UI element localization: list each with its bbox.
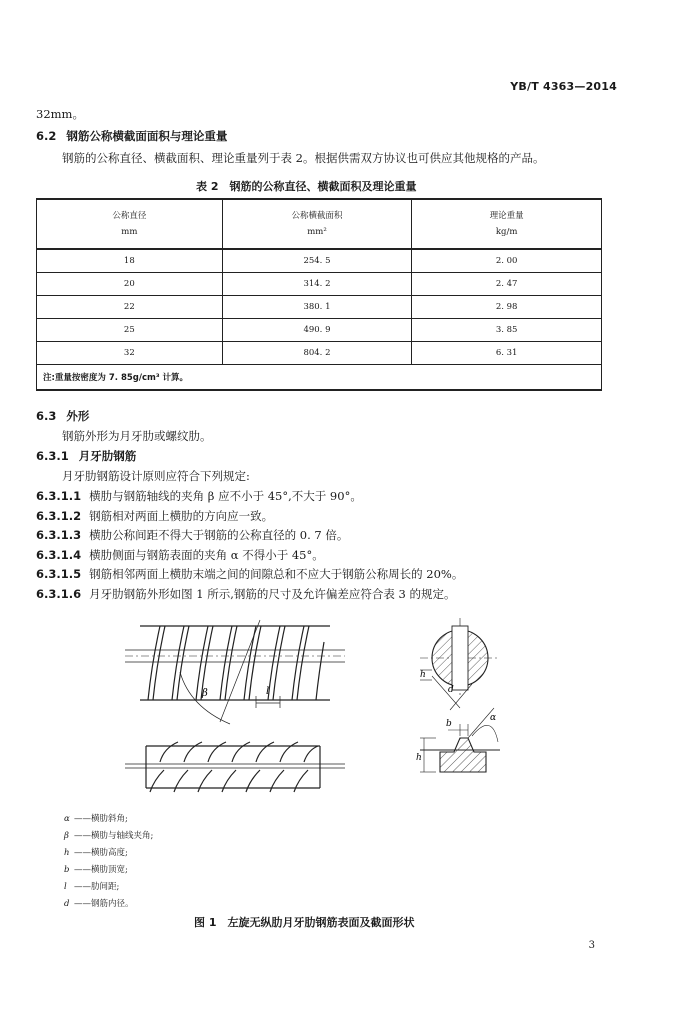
legend-item xyxy=(64,846,153,858)
section-6-2-paragraph: 钢筋的公称直径、横截面积、理论重量列于表 2。根据供需双方协议也可供应其他规格的产品。 xyxy=(62,151,545,165)
section-number: 6.3 xyxy=(36,409,57,423)
legend-text: ——钢筋内径。 xyxy=(74,899,134,909)
rule-text: 横肋侧面与钢筋表面的夹角 α 不得小于 45°。 xyxy=(89,548,324,562)
label-h-section: h xyxy=(420,670,426,680)
header-cell xyxy=(412,199,602,249)
standard-code: YB/T 4363—2014 xyxy=(510,80,617,93)
table-cell: 2. 47 xyxy=(412,273,602,296)
cross-section xyxy=(420,618,500,710)
table-2-caption: 表 2 钢筋的公称直径、横截面积及理论重量 xyxy=(196,180,417,193)
rule-number: 6.3.1.3 xyxy=(36,528,82,542)
rule-number: 6.3.1.5 xyxy=(36,567,82,581)
label-b: b xyxy=(446,719,452,729)
section-title: 钢筋公称横截面面积与理论重量 xyxy=(66,129,228,143)
table-row xyxy=(37,273,602,296)
table-cell: 2. 00 xyxy=(412,249,602,273)
page-number: 3 xyxy=(588,940,595,951)
table-2 xyxy=(36,198,602,391)
rebar-side-view-bottom xyxy=(125,742,345,792)
rule-text: 钢筋相邻两面上横肋末端之间的间隙总和不应大于钢筋公称周长的 20%。 xyxy=(89,567,464,581)
rule-6-3-1-2 xyxy=(36,508,273,524)
table-row xyxy=(37,342,602,365)
rebar-side-view-top xyxy=(125,620,345,724)
table-row xyxy=(37,319,602,342)
legend-symbol: l xyxy=(64,882,67,892)
label-l: l xyxy=(266,686,270,697)
rule-number: 6.3.1.4 xyxy=(36,548,82,562)
legend-item xyxy=(64,812,153,824)
rule-text: 横肋与钢筋轴线的夹角 β 应不小于 45°,不大于 90°。 xyxy=(89,489,362,503)
legend-text: ——横肋高度; xyxy=(74,848,128,858)
section-6-3-1-heading xyxy=(36,448,136,464)
rib-profile-detail xyxy=(420,708,500,772)
legend-text: ——横肋顶宽; xyxy=(74,865,128,875)
table-cell: 3. 85 xyxy=(412,319,602,342)
table-row xyxy=(37,249,602,273)
table-cell: 20 xyxy=(37,273,223,296)
label-h-profile: h xyxy=(416,753,422,763)
table-cell: 18 xyxy=(37,249,223,273)
label-d: d xyxy=(448,685,454,695)
header-unit: mm² xyxy=(307,227,327,237)
legend-symbol: d xyxy=(64,899,70,909)
table-cell: 25 xyxy=(37,319,223,342)
section-number: 6.3.1 xyxy=(36,449,69,463)
rule-number: 6.3.1.2 xyxy=(36,509,82,523)
legend-text: ——肋间距; xyxy=(74,882,120,892)
legend-text: ——横肋与轴线夹角; xyxy=(74,831,154,841)
section-6-3-1-paragraph: 月牙肋钢筋设计原则应符合下列规定: xyxy=(62,469,250,483)
rule-text: 横肋公称间距不得大于钢筋的公称直径的 0. 7 倍。 xyxy=(89,528,349,542)
rule-6-3-1-1 xyxy=(36,488,362,504)
section-6-3-heading xyxy=(36,408,89,424)
legend-item xyxy=(64,829,153,841)
figure-1-caption: 图 1 左旋无纵肋月牙肋钢筋表面及截面形状 xyxy=(194,916,415,929)
table-cell: 22 xyxy=(37,296,223,319)
table-cell: 6. 31 xyxy=(412,342,602,365)
legend-item xyxy=(64,880,153,892)
table-cell: 314. 2 xyxy=(222,273,412,296)
legend-symbol: β xyxy=(64,831,69,841)
section-6-2-heading xyxy=(36,128,227,144)
header-name: 公称直径 xyxy=(112,211,147,221)
legend-symbol: α xyxy=(64,814,70,824)
figure-legend xyxy=(64,812,153,909)
label-beta: β xyxy=(202,688,208,699)
section-6-3-paragraph: 钢筋外形为月牙肋或螺纹肋。 xyxy=(62,429,212,443)
rule-text: 钢筋相对两面上横肋的方向应一致。 xyxy=(89,509,274,523)
table-cell: 2. 98 xyxy=(412,296,602,319)
legend-symbol: b xyxy=(64,865,70,875)
section-title: 外形 xyxy=(66,409,90,423)
header-name: 公称横截面积 xyxy=(291,211,343,221)
header-cell xyxy=(37,199,223,249)
table-cell: 254. 5 xyxy=(222,249,412,273)
rule-6-3-1-4 xyxy=(36,547,324,563)
legend-item xyxy=(64,897,153,909)
header-unit: kg/m xyxy=(495,227,518,237)
legend-symbol: h xyxy=(64,848,70,858)
section-title: 月牙肋钢筋 xyxy=(78,449,137,463)
table-cell: 32 xyxy=(37,342,223,365)
figure-1-drawing xyxy=(120,612,540,808)
header-unit: mm xyxy=(121,227,138,237)
header-name: 理论重量 xyxy=(489,211,524,221)
legend-text: ——横肋斜角; xyxy=(74,814,128,824)
legend-item xyxy=(64,863,153,875)
table-cell: 380. 1 xyxy=(222,296,412,319)
label-alpha: α xyxy=(490,713,497,723)
rule-number: 6.3.1.6 xyxy=(36,587,82,601)
section-number: 6.2 xyxy=(36,129,57,143)
header-cell xyxy=(222,199,412,249)
rule-6-3-1-6 xyxy=(36,586,456,602)
table-header-row xyxy=(37,199,602,249)
table-note: 注:重量按密度为 7. 85g/cm³ 计算。 xyxy=(37,365,602,391)
table-cell: 804. 2 xyxy=(222,342,412,365)
continuation-text: 32mm。 xyxy=(36,107,84,121)
table-note-row xyxy=(37,365,602,391)
rule-6-3-1-3 xyxy=(36,527,348,543)
table-row xyxy=(37,296,602,319)
rule-6-3-1-5 xyxy=(36,566,463,582)
rule-number: 6.3.1.1 xyxy=(36,489,82,503)
table-cell: 490. 9 xyxy=(222,319,412,342)
rule-text: 月牙肋钢筋外形如图 1 所示,钢筋的尺寸及允许偏差应符合表 3 的规定。 xyxy=(89,587,456,601)
